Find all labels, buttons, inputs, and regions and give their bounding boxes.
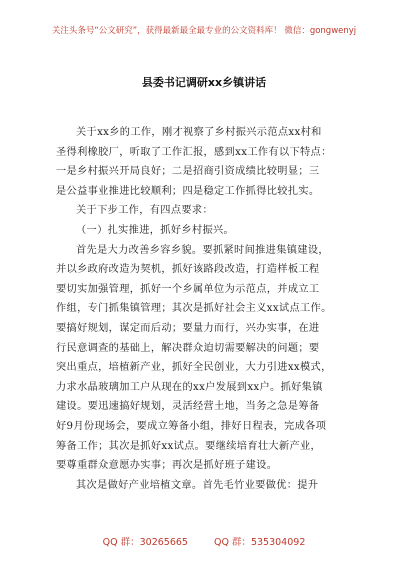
header-notice: 关注头条号“公文研究”，获得最新最全最专业的公文资料库！ 微信：gongwenyj: [51, 26, 357, 36]
body-line: 作组，专门抓集镇管理；其次是抓好社会主义xx试点工作。: [56, 303, 332, 315]
body-line: 筹备工作；其次是抓好xx试点。要继续培育壮大新产业，: [56, 440, 322, 452]
qq-group-1: QQ 群：30265665: [102, 537, 188, 548]
body-line: 关于下步工作，有四点要求：: [76, 205, 213, 217]
body-line: 建设。要迅速搞好规划，灵活经营土地，当务之急是筹备: [56, 401, 320, 413]
body-line: 要搞好规划，谋定而后动；要量力而行，兴办实事，在进: [56, 322, 320, 334]
section-heading: （一）扎实推进，抓好乡村振兴。: [76, 224, 235, 236]
document-body: [56, 123, 356, 495]
body-line: 一是乡村振兴开局良好；二是招商引资成绩比较明显；三: [56, 166, 320, 178]
body-line: 要尊重群众意愿办实事；再次是抓好班子建设。: [56, 460, 278, 472]
body-line: 关于xx乡的工作，刚才视察了乡村振兴示范点xx村和: [76, 127, 322, 138]
body-line: 其次是做好产业培植文章。首先毛竹业要做优：提升: [76, 479, 319, 491]
body-line: 好9月份现场会，要成立筹备小组，排好日程表，完成各项: [56, 420, 327, 432]
qq-group-2: QQ 群：535304092: [213, 537, 306, 548]
document-title: 县委书记调研xx乡镇讲话: [141, 76, 267, 89]
body-line: 行民意调查的基础上，解决群众迫切需要解决的问题；要: [56, 342, 320, 354]
body-line: 突出重点，培植新产业，抓好全民创业，大力引进xx模式，: [56, 362, 332, 374]
body-line: 要切实加强管理，抓好一个乡属单位为示范点，并成立工: [56, 283, 320, 295]
body-line: 首先是大力改善乡容乡貌。要抓紧时间推进集镇建设，: [76, 244, 329, 256]
body-line: 圣得利橡胶厂，听取了工作汇报，感到xx工作有以下特点：: [56, 146, 332, 158]
body-line: 力求水晶玻璃加工户从现在的xx户发展到xx户。抓好集镇: [56, 381, 323, 393]
body-line: 是公益事业推进比较顺利；四是稳定工作抓得比较扎实。: [56, 185, 320, 197]
body-line: 并以乡政府改造为契机，抓好该路段改造，打造样板工程: [56, 264, 320, 276]
footer-contact: [0, 534, 408, 548]
